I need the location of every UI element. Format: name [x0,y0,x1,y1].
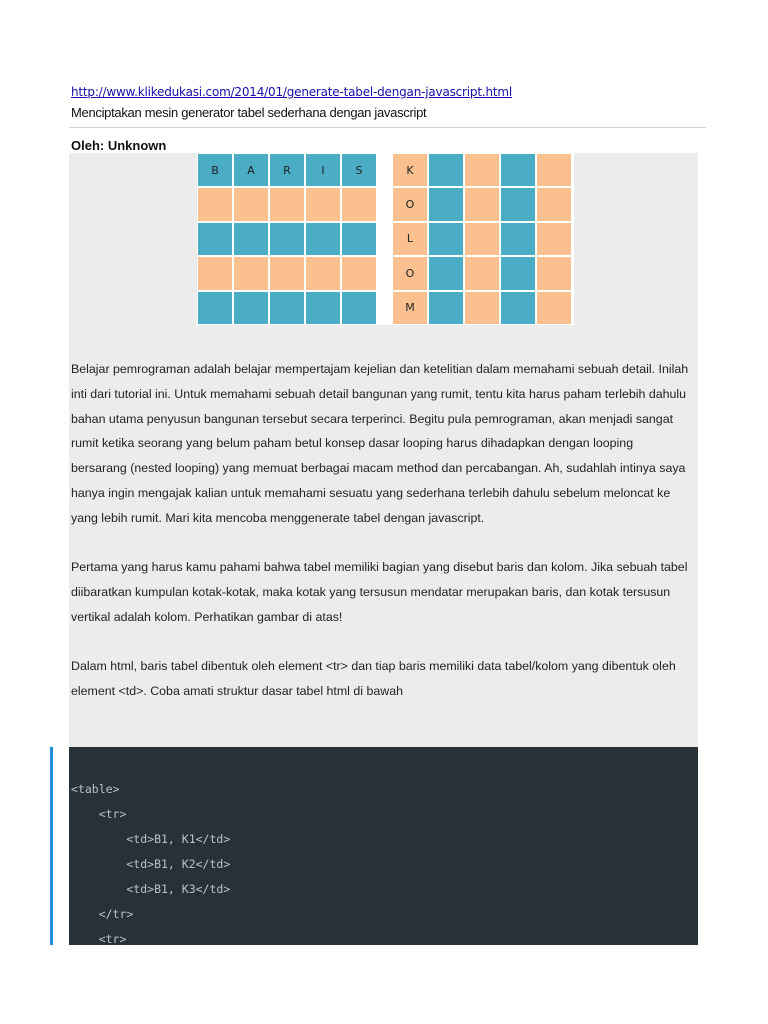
paragraph-line: Pertama yang harus kamu pahami bahwa tabel memiliki bagian yang disebut baris dan kolom. Jika sebuah tabel [71,560,688,574]
code-line: <td>B1, K2</td> [71,857,231,871]
code-line: <table> [71,782,120,796]
kolom-cell [500,291,536,325]
kolom-cell [428,153,464,187]
baris-cell [305,222,341,256]
kolom-cell [428,222,464,256]
baris-cell [269,256,305,290]
paragraph-line: hanya ingin mengajak kalian untuk memahami sesuatu yang sederhana terlebih dahulu sebelum meloncat ke [71,485,671,500]
paragraph-intro [71,357,698,531]
baris-letter-cell: B [197,153,233,187]
kolom-letter-cell: K [392,153,428,187]
kolom-cell [428,291,464,325]
kolom-letter-cell: O [392,187,428,221]
baris-cell [269,187,305,221]
baris-cell [341,222,377,256]
baris-cell [269,222,305,256]
paragraph-line: Belajar pemrograman adalah belajar mempertajam kejelian dan ketelitian dalam memahami sebuah detail. Inilah [71,362,689,376]
kolom-cell [500,222,536,256]
kolom-cell [536,222,572,256]
baris-cell [233,256,269,290]
paragraph-line: diibaratkan kumpulan kotak-kotak, maka kotak yang tersusun mendatar merupakan baris, dan kotak tersusun [71,584,671,599]
paragraph-line: element <td>. Coba amati struktur dasar tabel html di bawah [71,683,403,698]
divider [69,127,706,128]
code-line: </tr> [71,907,134,921]
kolom-cell [428,187,464,221]
baris-cell [341,187,377,221]
paragraph-line: vertikal adalah kolom. Perhatikan gambar di atas! [71,609,343,624]
paragraph-line: bersarang (nested looping) yang memuat berbagai macam method dan percabangan. Ah, sudahlah intinya saya [71,461,686,476]
kolom-cell [536,291,572,325]
article-subtitle: Menciptakan mesin generator tabel sederhana dengan javascript [71,105,427,120]
kolom-cell [464,222,500,256]
paragraph-line: rumit ketika seorang yang belum paham betul konsep dasar looping harus dihadapkan dengan looping [71,436,634,451]
paragraph-line: yang lebih rumit. Mari kita mencoba menggenerate tabel dengan javascript. [71,510,485,525]
code-line: <tr> [71,932,127,945]
kolom-letter-cell: O [392,256,428,290]
baris-kolom-figure [197,153,574,325]
kolom-cell [464,153,500,187]
paragraph-rows-columns [71,555,698,629]
kolom-cell [464,256,500,290]
baris-cell [233,222,269,256]
kolom-letter-cell: M [392,291,428,325]
baris-cell [341,256,377,290]
baris-cell [197,256,233,290]
baris-cell [233,187,269,221]
code-line: <td>B1, K3</td> [71,882,231,896]
code-block [69,747,698,945]
code-accent-bar [50,747,53,945]
article-link[interactable]: http://www.klikedukasi.com/2014/01/generate-tabel-dengan-javascript.html [71,85,512,99]
code-line: <td>B1, K1</td> [71,832,231,846]
paragraph-line: Dalam html, baris tabel dibentuk oleh element <tr> dan tiap baris memiliki data tabel/kolom yang dibentuk oleh [71,659,676,673]
kolom-cell [536,187,572,221]
kolom-cell [464,291,500,325]
baris-cell [305,256,341,290]
paragraph-line: bahan utama penyusun bangunan tersebut secara terperinci. Begitu pula pemrograman, akan menjadi sangat [71,411,674,426]
paragraph-html-structure [71,654,698,704]
baris-cell [269,291,305,325]
kolom-cell [536,153,572,187]
baris-cell [197,187,233,221]
baris-letter-cell: I [305,153,341,187]
kolom-cell [500,153,536,187]
kolom-cell [428,256,464,290]
kolom-cell [500,256,536,290]
baris-letter-cell: R [269,153,305,187]
article-content [69,153,698,747]
author-label: Oleh: Unknown [71,138,167,153]
baris-cell [197,291,233,325]
kolom-cell [536,256,572,290]
baris-cell [341,291,377,325]
baris-cell [305,291,341,325]
kolom-cell [500,187,536,221]
baris-cell [305,187,341,221]
baris-cell [197,222,233,256]
baris-cell [233,291,269,325]
baris-letter-cell: A [233,153,269,187]
kolom-letter-cell: L [392,222,428,256]
code-line: <tr> [71,807,127,821]
paragraph-line: inti dari tutorial ini. Untuk memahami sebuah detail bangunan yang rumit, tentu kita harus paham terlebih dahulu [71,386,687,401]
baris-letter-cell: S [341,153,377,187]
kolom-cell [464,187,500,221]
